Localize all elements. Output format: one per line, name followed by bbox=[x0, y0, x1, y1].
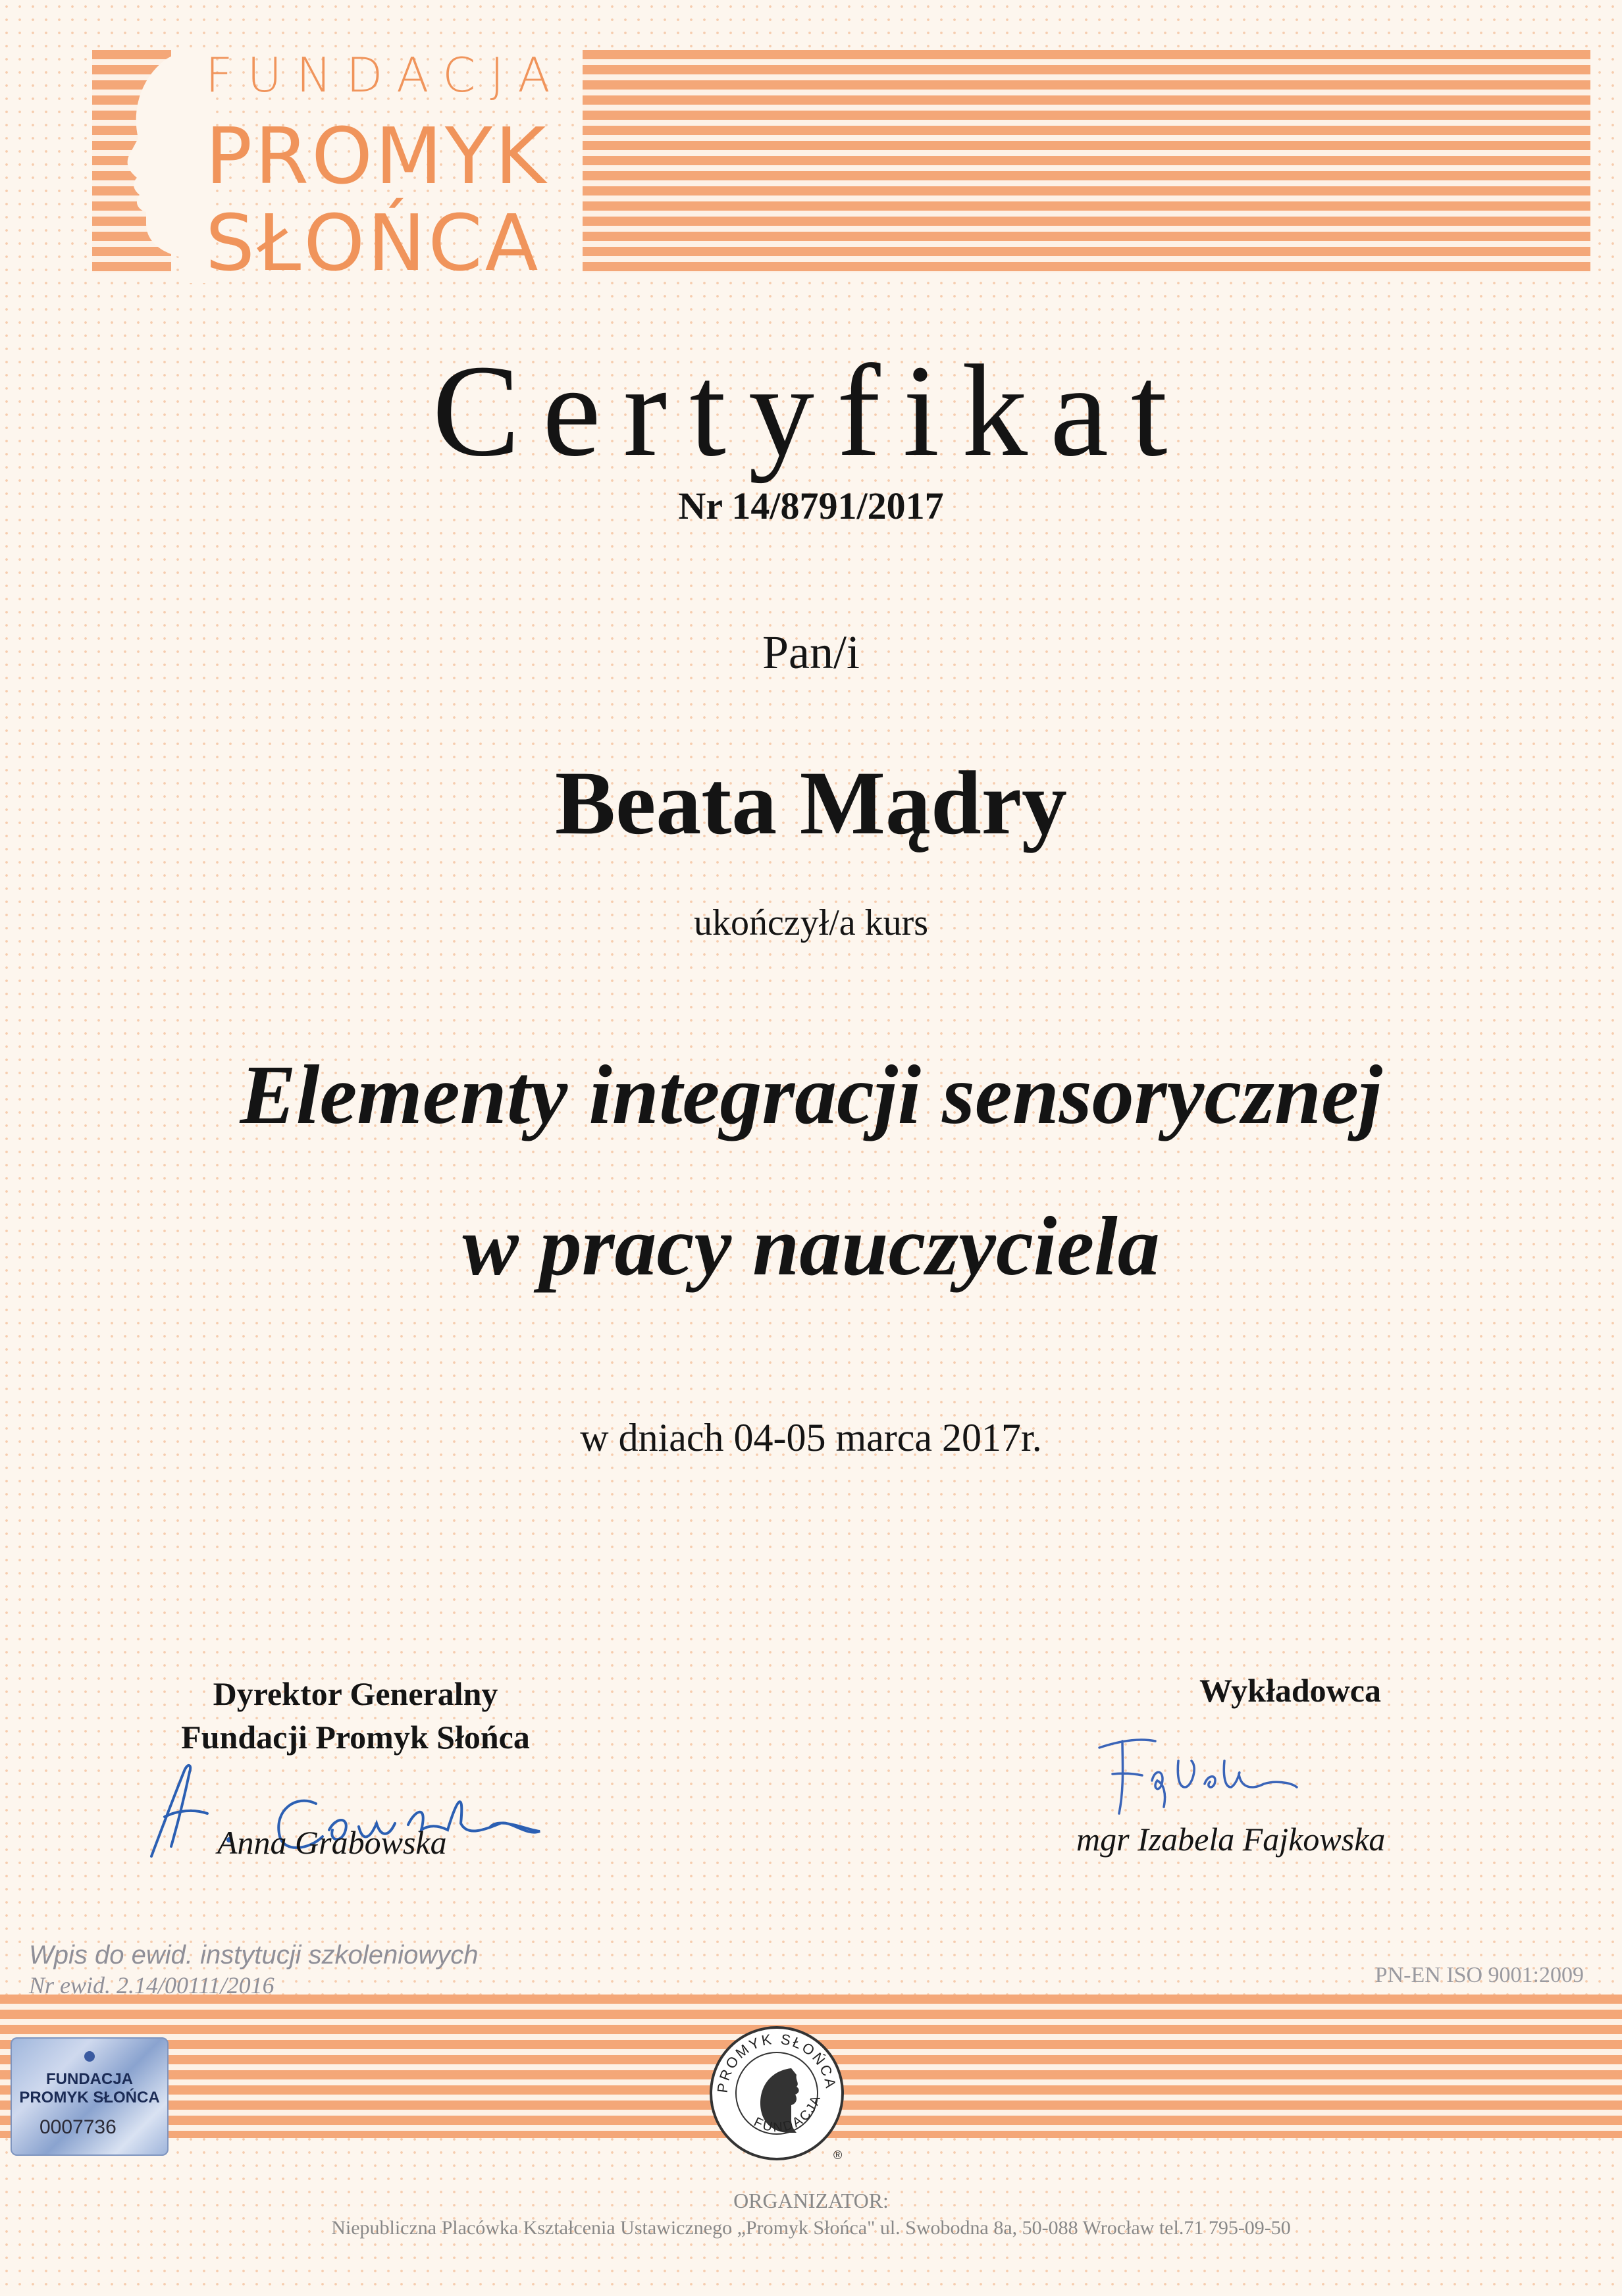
director-name: Anna Grabowska bbox=[217, 1824, 447, 1861]
director-role-line2: Fundacji Promyk Słońca bbox=[181, 1719, 530, 1756]
logo-line-promyk: PROMYK bbox=[205, 111, 549, 201]
hologram-sticker bbox=[11, 2037, 169, 2156]
lecturer-block bbox=[1027, 1669, 1554, 1712]
hologram-serial: 0007736 bbox=[39, 2116, 117, 2138]
registry-stamp-label: Wpis do ewid. instytucji szkoleniowych bbox=[29, 1941, 479, 1970]
logo-line-fundacja: FUNDACJA bbox=[205, 47, 565, 103]
certificate-title: Certyfikat bbox=[432, 338, 1190, 484]
organizer-details: Niepubliczna Placówka Kształcenia Ustawicznego „Promyk Słońca" ul. Swobodna 8a, 50-088 Wrocław tel.71 795-09-50 bbox=[331, 2217, 1291, 2239]
lecturer-role: Wykładowca bbox=[1199, 1672, 1381, 1709]
seal-top-text: PROMYK SŁOŃCA bbox=[714, 2030, 840, 2094]
hologram-line2: PROMYK SŁOŃCA bbox=[19, 2089, 160, 2106]
organizer-label: ORGANIZATOR: bbox=[733, 2189, 889, 2212]
recipient-name: Beata Mądry bbox=[554, 752, 1067, 853]
logo-line-slonca: SŁOŃCA bbox=[205, 197, 541, 288]
lecturer-signature bbox=[1093, 1721, 1303, 1820]
foundation-logo bbox=[47, 39, 565, 288]
course-dates: w dniach 04-05 marca 2017r. bbox=[580, 1416, 1042, 1459]
course-title-line1: Elementy integracji sensorycznej bbox=[240, 1048, 1382, 1141]
foundation-seal bbox=[704, 2021, 849, 2166]
seal-bottom-text: FUNDACJA bbox=[751, 2092, 824, 2135]
registry-stamp-number: Nr ewid. 2.14/00111/2016 bbox=[29, 1972, 275, 1998]
lecturer-name: mgr Izabela Fajkowska bbox=[1076, 1821, 1386, 1858]
iso-certification-label: PN-EN ISO 9001:2009 bbox=[1374, 1963, 1584, 1987]
completed-course-label: ukończył/a kurs bbox=[693, 902, 929, 943]
profile-head-icon bbox=[47, 39, 205, 283]
seal-registered-mark: ® bbox=[833, 2149, 843, 2162]
director-role-line1: Dyrektor Generalny bbox=[213, 1675, 498, 1712]
sunburst-icon bbox=[80, 2047, 99, 2066]
salutation: Pan/i bbox=[762, 626, 860, 679]
hologram-line1: FUNDACJA bbox=[46, 2070, 133, 2088]
header-stripes bbox=[583, 50, 1590, 273]
course-title-line2: w pracy nauczyciela bbox=[462, 1199, 1160, 1293]
certificate-number: Nr 14/8791/2017 bbox=[678, 484, 944, 527]
